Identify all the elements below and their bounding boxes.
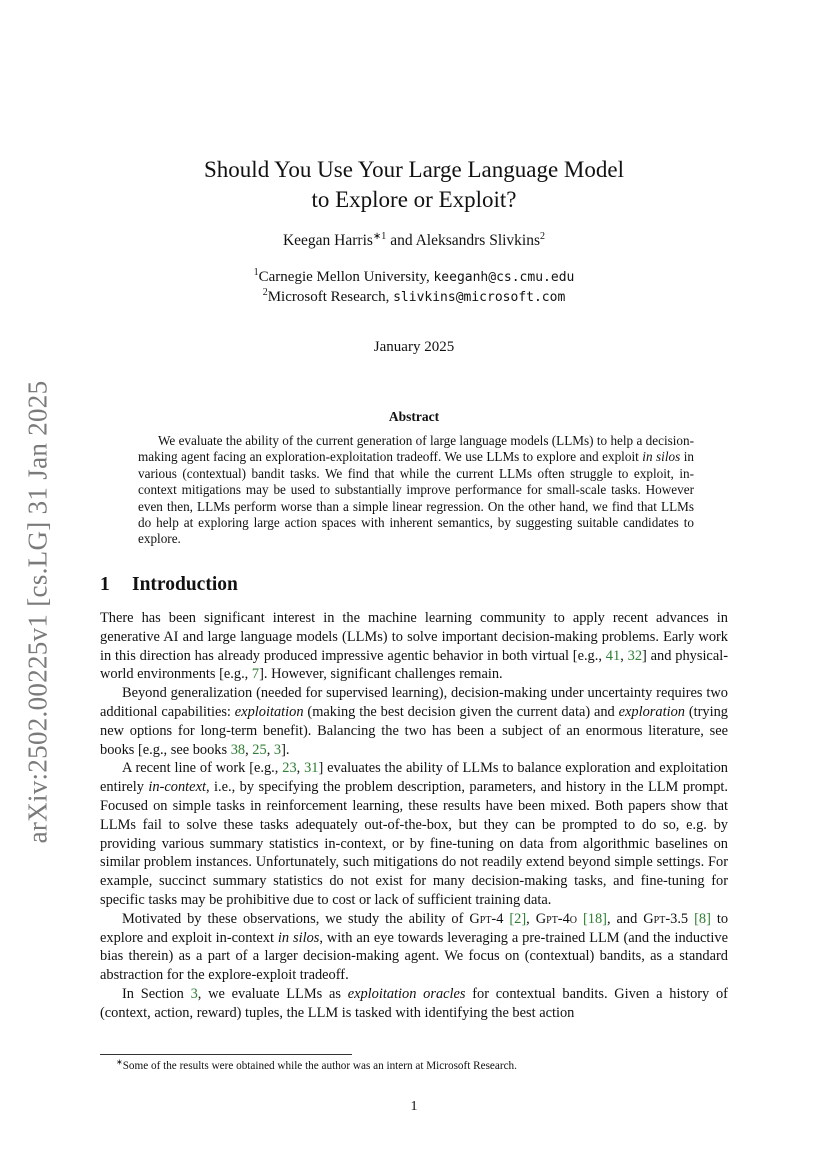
affiliation-name: Microsoft Research, <box>267 289 394 305</box>
text-span: , <box>620 647 628 664</box>
footnote <box>116 1057 517 1072</box>
paragraph <box>100 759 728 909</box>
text-span: A recent line of work [e.g., <box>122 760 283 777</box>
section-number: 1 <box>100 574 110 595</box>
affiliation <box>0 289 828 306</box>
author-name: Aleksandrs Slivkins <box>415 232 541 249</box>
model-name: Gpt-4o <box>535 910 578 927</box>
abstract-span: in various (contextual) bandit tasks. We find that while the current LLMs often struggle to exploit, in-context mitigations may be used to substantially improve performance for small-scale tasks. However even then, LLMs perform worse than a simple linear regression. On the other hand, we find that LLMs do help at exploring large action spaces with inherent semantics, by suggesting suitable candidates to explore. <box>138 449 694 547</box>
citation-link[interactable]: 7 <box>251 666 260 683</box>
emphasis: in-context <box>148 779 206 796</box>
text-span: (trying new options for long-term benefit). Balancing the two has been a subject of an enormous literature, see books [e.g., see books <box>100 703 728 758</box>
text-span: , i.e., by specifying the problem description, parameters, and history in the LLM prompt. Focused on simple tasks in reinforcement learning, these results have been mixed. Both papers show that LLMs fail to solve these tasks adequately out-of-the-box, but they can be prompted to do so, e.g. by providing various summary statistics in-context, or by fine-tuning on data from algorithmic baselines on similar problem instances. Unfortunately, such mitigations do not readily extend beyond simple settings. For example, succinct summary statistics do not exist for many decision-making tasks, and fine-tuning for specific tasks may be prohibitive due to cost or lack of sufficient training data. <box>100 779 728 908</box>
paper-title-line-1: Should You Use Your Large Language Model <box>204 157 624 182</box>
citation-link[interactable]: [18] <box>582 910 607 927</box>
citation-link[interactable]: [2] <box>509 910 527 927</box>
text-span: , with an eye towards leveraging a pre-trained LLM (and the inductive bias therein) as a part of a larger decision-making agent. We focus on (contextual) bandits, as a standard abstraction for the explore-exploit tradeoff. <box>100 929 729 984</box>
emphasis: in silos <box>277 929 320 946</box>
text-span: , <box>526 910 536 927</box>
text-span: , we evaluate LLMs as <box>197 985 348 1002</box>
citation-link[interactable]: 23 <box>282 760 297 777</box>
text-span: (making the best decision given the current data) and <box>303 703 619 720</box>
arxiv-identifier: arXiv:2502.00225v1 [cs.LG] 31 Jan 2025 <box>22 380 53 844</box>
text-span: There has been significant interest in the machine learning community to apply recent advances in generative AI and large language models (LLMs) to solve important decision-making problems. Early work in this direction has already produced impressive agentic behavior in both virtual [e.g., <box>100 610 728 664</box>
citation-link[interactable]: 32 <box>627 647 643 664</box>
abstract-heading: Abstract <box>388 409 440 424</box>
author-joiner: and <box>386 232 416 249</box>
text-span: ] and physical-world environments [e.g., <box>100 647 729 683</box>
body-text <box>100 609 728 1023</box>
section-link[interactable]: 3 <box>190 985 198 1002</box>
text-span: to explore and exploit in-context <box>100 910 729 946</box>
text-span: In Section <box>122 985 191 1002</box>
footnote-mark: ∗ <box>116 1057 123 1067</box>
text-span: ]. <box>281 741 290 758</box>
footnote-rule <box>100 1054 352 1055</box>
text-span: , and <box>606 910 644 927</box>
affiliation-email[interactable]: keeganh@cs.cmu.edu <box>433 270 575 285</box>
text-span: , <box>245 741 253 758</box>
author-affil-mark: 2 <box>540 230 546 242</box>
affiliation-email[interactable]: slivkins@microsoft.com <box>393 290 566 305</box>
paper-date: January 2025 <box>373 339 455 355</box>
affiliation-mark: 1 <box>253 267 259 278</box>
section-title: Introduction <box>132 574 238 595</box>
affiliation-mark: 2 <box>262 287 268 298</box>
text-span: Beyond generalization (needed for supervised learning), decision-making under uncertainty requires two additional capabilities: <box>100 685 728 720</box>
paragraph <box>100 684 728 759</box>
affiliation-name: Carnegie Mellon University, <box>258 269 434 285</box>
text-span: , <box>266 741 274 758</box>
citation-link[interactable]: 25 <box>252 741 267 758</box>
paragraph <box>100 609 728 684</box>
citation-link[interactable]: [8] <box>694 910 711 927</box>
paragraph <box>100 985 728 1023</box>
citation-link[interactable]: 38 <box>230 741 246 758</box>
citation-link[interactable]: 41 <box>605 647 621 664</box>
text-span: , <box>296 760 305 777</box>
author-affil-mark: ∗1 <box>372 230 387 242</box>
citation-link[interactable]: 3 <box>273 741 282 758</box>
section-heading <box>100 574 238 596</box>
paragraph <box>100 910 728 985</box>
model-name: Gpt-4 <box>469 910 504 927</box>
paper-title-line-2: to Explore or Exploit? <box>311 187 517 212</box>
text-span: ]. However, significant challenges remain. <box>259 666 503 683</box>
author-list <box>0 232 828 250</box>
text-span: ] evaluates the ability of LLMs to balance exploration and exploitation entirely <box>100 760 728 796</box>
page-number: 1 <box>410 1099 418 1114</box>
emphasis: exploitation <box>234 703 304 720</box>
abstract-text <box>138 433 694 548</box>
emphasis: exploration <box>618 703 685 720</box>
author-name: Keegan Harris <box>282 232 373 249</box>
citation-link[interactable]: 31 <box>304 760 319 777</box>
text-span: Motivated by these observations, we study the ability of <box>122 910 470 927</box>
affiliation <box>0 269 828 286</box>
emphasis: exploitation oracles <box>347 985 466 1002</box>
abstract-span: We evaluate the ability of the current generation of large language models (LLMs) to help a decision-making agent facing an exploration-exploitation tradeoff. We use LLMs to explore and exploit <box>138 433 694 465</box>
model-name: Gpt-3.5 <box>643 910 689 927</box>
footnote-text: Some of the results were obtained while the author was an intern at Microsoft Research. <box>122 1060 517 1072</box>
text-span: for contextual bandits. Given a history of (context, action, reward) tuples, the LLM is tasked with identifying the best action <box>100 985 728 1021</box>
abstract-emphasis: in silos <box>642 449 681 465</box>
